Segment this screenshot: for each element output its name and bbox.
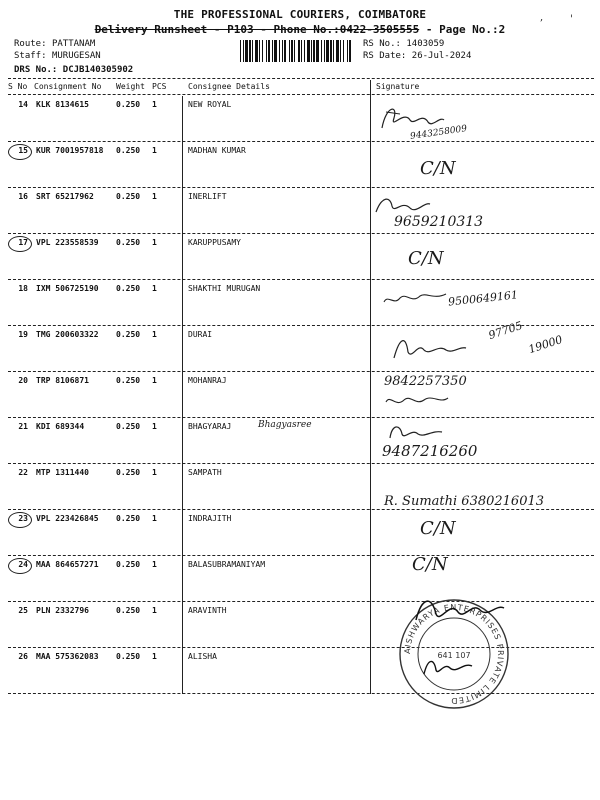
drs-line bbox=[14, 64, 133, 76]
row-consignee: INERLIFT bbox=[188, 192, 227, 201]
svg-text:641 107: 641 107 bbox=[437, 651, 471, 660]
handwritten-name-phone: R. Sumathi 6380216013 bbox=[384, 494, 545, 509]
sno-circle-mark bbox=[8, 558, 32, 574]
rs-date-line bbox=[363, 50, 471, 62]
row-sno: 18 bbox=[18, 284, 28, 293]
signature-scribble bbox=[418, 652, 478, 680]
row-sno: 23 bbox=[18, 514, 28, 523]
row-consignee: MADHAN KUMAR bbox=[188, 146, 246, 155]
row-consignment: IXM 506725190 bbox=[36, 284, 99, 293]
rs-date-value: 26-Jul-2024 bbox=[411, 51, 472, 61]
row-consignment: TMG 200603322 bbox=[36, 330, 99, 339]
row-divider bbox=[8, 555, 594, 556]
header-top-divider bbox=[8, 78, 594, 79]
rs-no-label: RS No.: bbox=[363, 39, 407, 49]
row-pcs: 1 bbox=[152, 422, 157, 431]
row-consignee: MOHANRAJ bbox=[188, 376, 227, 385]
row-consignee: NEW ROYAL bbox=[188, 100, 232, 109]
signature-scribble bbox=[386, 420, 446, 442]
header-pcs: PCS bbox=[152, 82, 167, 91]
document-subtitle bbox=[0, 23, 600, 36]
corner-mark: , bbox=[540, 12, 544, 23]
handwritten-phone: 9500649161 bbox=[447, 288, 519, 309]
row-divider bbox=[8, 463, 594, 464]
row-sno: 26 bbox=[18, 652, 28, 661]
row-sno: 14 bbox=[18, 100, 28, 109]
drs-value: DCJB140305902 bbox=[62, 65, 134, 75]
header-sno: S No bbox=[8, 82, 28, 91]
row-pcs: 1 bbox=[152, 606, 157, 615]
header-weight: Weight bbox=[116, 82, 145, 91]
handwritten-cn: C/N bbox=[412, 554, 448, 575]
page-number: - Page No.:2 bbox=[419, 23, 506, 36]
row-weight: 0.250 bbox=[116, 560, 141, 569]
row-weight: 0.250 bbox=[116, 192, 141, 201]
header-bottom-divider bbox=[8, 94, 594, 95]
row-sno: 20 bbox=[18, 376, 28, 385]
row-consignment: KLK 8134615 bbox=[36, 100, 89, 109]
row-consignment: KDI 689344 bbox=[36, 422, 85, 431]
table-row bbox=[8, 514, 594, 560]
barcode bbox=[240, 40, 352, 62]
row-weight: 0.250 bbox=[116, 146, 141, 155]
route-label: Route: bbox=[14, 39, 52, 49]
row-pcs: 1 bbox=[152, 560, 157, 569]
header-consignee: Consignee Details bbox=[188, 82, 270, 91]
row-consignee: ALISHA bbox=[188, 652, 217, 661]
table-header bbox=[8, 82, 594, 94]
handwritten-phone: 9443258009 bbox=[409, 124, 468, 142]
table-row bbox=[8, 100, 594, 146]
row-sno: 22 bbox=[18, 468, 28, 477]
row-consignment: KUR 7001957818 bbox=[36, 146, 104, 155]
handwritten-phone: 9842257350 bbox=[384, 374, 467, 389]
row-weight: 0.250 bbox=[116, 652, 141, 661]
row-consignee: BHAGYARAJ bbox=[188, 422, 232, 431]
row-divider bbox=[8, 279, 594, 280]
handwritten-cn: C/N bbox=[420, 158, 456, 179]
staff-line bbox=[14, 50, 101, 62]
row-consignee: ARAVINTH bbox=[188, 606, 227, 615]
handwritten-phone: 9487216260 bbox=[382, 442, 478, 460]
row-sno: 24 bbox=[18, 560, 28, 569]
row-pcs: 1 bbox=[152, 192, 157, 201]
row-consignment: MTP 1311440 bbox=[36, 468, 89, 477]
row-consignment: PLN 2332796 bbox=[36, 606, 89, 615]
header-consignment: Consignment No bbox=[34, 82, 102, 91]
svg-text:AISHWARYA ENTERPRISES PRIVATE: AISHWARYA ENTERPRISES PRIVATE LIMITED bbox=[402, 602, 506, 706]
row-sno: 25 bbox=[18, 606, 28, 615]
row-consignee: BALASUBRAMANIYAM bbox=[188, 560, 266, 569]
table-row bbox=[8, 192, 594, 238]
row-pcs: 1 bbox=[152, 652, 157, 661]
row-weight: 0.250 bbox=[116, 606, 141, 615]
row-pcs: 1 bbox=[152, 376, 157, 385]
row-divider bbox=[8, 233, 594, 234]
handwritten-name: Bhagyasree bbox=[258, 420, 312, 430]
row-weight: 0.250 bbox=[116, 100, 141, 109]
table-row bbox=[8, 376, 594, 422]
staff-label: Staff: bbox=[14, 51, 52, 61]
header-signature: Signature bbox=[376, 82, 420, 91]
row-consignment: MAA 575362083 bbox=[36, 652, 99, 661]
corner-mark: ' bbox=[570, 14, 573, 25]
route-value: PATTANAM bbox=[51, 39, 96, 49]
row-consignee: SAMPATH bbox=[188, 468, 222, 477]
table-row bbox=[8, 146, 594, 192]
row-sno: 15 bbox=[18, 146, 28, 155]
row-consignee: SHAKTHI MURUGAN bbox=[188, 284, 261, 293]
signature-scribble bbox=[380, 286, 450, 310]
handwritten-number: 97705 bbox=[486, 318, 525, 343]
row-pcs: 1 bbox=[152, 238, 157, 247]
route-line bbox=[14, 38, 95, 50]
handwritten-number: 19000 bbox=[526, 332, 565, 357]
handwritten-cn: C/N bbox=[408, 248, 444, 269]
row-divider bbox=[8, 187, 594, 188]
row-sno: 19 bbox=[18, 330, 28, 339]
row-weight: 0.250 bbox=[116, 284, 141, 293]
signature-scribble bbox=[390, 332, 470, 362]
row-consignment: MAA 864657271 bbox=[36, 560, 99, 569]
drs-label: DRS No.: bbox=[14, 65, 63, 75]
row-pcs: 1 bbox=[152, 330, 157, 339]
row-consignment: VPL 223558539 bbox=[36, 238, 99, 247]
row-weight: 0.250 bbox=[116, 330, 141, 339]
row-sno: 21 bbox=[18, 422, 28, 431]
sno-circle-mark bbox=[8, 512, 32, 528]
row-pcs: 1 bbox=[152, 146, 157, 155]
sno-circle-mark bbox=[8, 144, 32, 160]
rs-no-value: 1403059 bbox=[406, 39, 445, 49]
row-divider bbox=[8, 509, 594, 510]
row-divider bbox=[8, 141, 594, 142]
row-pcs: 1 bbox=[152, 284, 157, 293]
row-divider bbox=[8, 417, 594, 418]
row-pcs: 1 bbox=[152, 468, 157, 477]
table-row bbox=[8, 238, 594, 284]
row-consignee: DURAI bbox=[188, 330, 213, 339]
row-pcs: 1 bbox=[152, 100, 157, 109]
sno-circle-mark bbox=[8, 236, 32, 252]
handwritten-phone: 9659210313 bbox=[394, 214, 484, 230]
rs-date-label: RS Date: bbox=[363, 51, 412, 61]
row-consignment: VPL 223426845 bbox=[36, 514, 99, 523]
rs-no-line bbox=[363, 38, 444, 50]
signature-scribble bbox=[410, 590, 510, 630]
signature-scribble bbox=[382, 392, 452, 410]
document-title: THE PROFESSIONAL COURIERS, COIMBATORE bbox=[173, 8, 427, 21]
row-pcs: 1 bbox=[152, 514, 157, 523]
row-sno: 16 bbox=[18, 192, 28, 201]
row-divider bbox=[8, 371, 594, 372]
row-weight: 0.250 bbox=[116, 468, 141, 477]
row-weight: 0.250 bbox=[116, 376, 141, 385]
row-sno: 17 bbox=[18, 238, 28, 247]
row-consignee: KARUPPUSAMY bbox=[188, 238, 241, 247]
subtitle-struck-text: Delivery Runsheet - P103 - Phone No.:0422-3505555 bbox=[94, 23, 420, 36]
row-consignee: INDRAJITH bbox=[188, 514, 232, 523]
row-consignment: SRT 65217962 bbox=[36, 192, 94, 201]
row-weight: 0.250 bbox=[116, 514, 141, 523]
handwritten-cn: C/N bbox=[420, 518, 456, 539]
row-weight: 0.250 bbox=[116, 238, 141, 247]
row-consignment: TRP 8106871 bbox=[36, 376, 89, 385]
staff-value: MURUGESAN bbox=[51, 51, 101, 61]
row-weight: 0.250 bbox=[116, 422, 141, 431]
